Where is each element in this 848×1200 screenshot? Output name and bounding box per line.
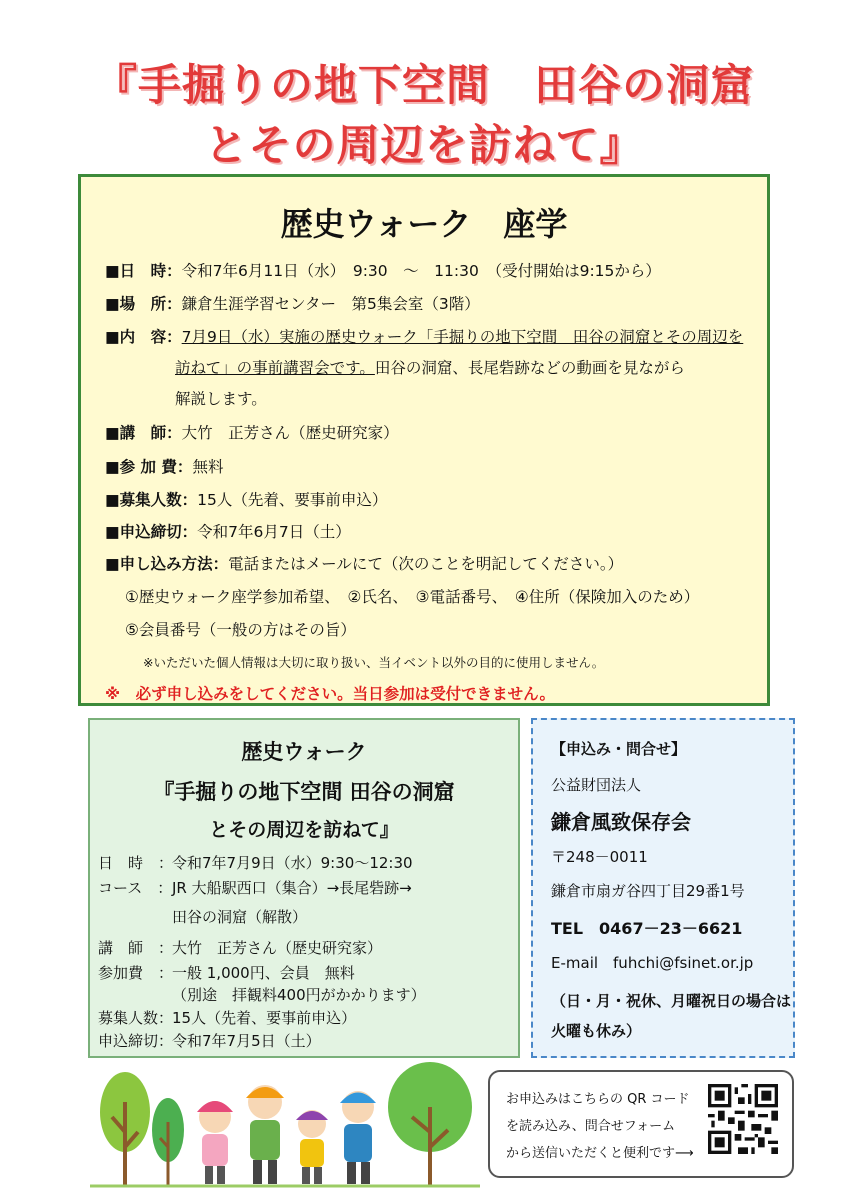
walk-capacity-label: 募集人数： (98, 1009, 174, 1027)
tree-icon (152, 1098, 184, 1187)
walk-heading-3: とその周辺を訪ねて』 (209, 819, 399, 841)
contact-heading: 【申込み・問合せ】 (551, 740, 687, 758)
title-line-1: 『手掘りの地下空間 田谷の洞窟 (94, 61, 754, 111)
walk-course-2: 田谷の洞窟（解散） (172, 908, 308, 926)
walk-capacity: 15人（先着、要事前申込） (172, 1009, 357, 1027)
contact-box (531, 718, 795, 1058)
seminar-items-2: ⑤会員番号（一般の方はその旨） (125, 621, 356, 639)
walk-date: 令和7年7月9日（水）9:30～12:30 (172, 854, 413, 872)
qr-code-icon[interactable] (708, 1084, 778, 1154)
seminar-content-2: 訪ねて」の事前講習会です。田谷の洞窟、長尾砦跡などの動画を見ながら (175, 359, 685, 377)
seminar-method: ■申し込み方法：電話またはメールにて（次のことを明記してください。） (105, 555, 624, 573)
walk-heading-2: 『手掘りの地下空間 田谷の洞窟 (153, 780, 455, 804)
walk-course-1: JR 大船駅西口（集合）→長尾砦跡→ (172, 879, 412, 897)
walk-deadline: 令和7年7月5日（土） (172, 1032, 321, 1050)
title-line-2: とその周辺を訪ねて』 (204, 121, 644, 171)
contact-org-name: 鎌倉風致保存会 (551, 810, 691, 834)
hiker-icon (340, 1091, 376, 1184)
walk-fee-2: （別途 拝観料400円がかかります） (172, 986, 426, 1004)
walk-fee-label: 参加費 ： (98, 964, 174, 982)
hiker-icon (197, 1101, 233, 1184)
contact-postal: 〒248－0011 (551, 848, 648, 866)
contact-holiday-1: （日・月・祝休、月曜祝日の場合は (551, 992, 792, 1010)
privacy-note: ※いただいた個人情報は大切に取り扱い、当イベント以外の目的に使用しません。 (143, 655, 605, 670)
seminar-place: ■場 所：鎌倉生涯学習センター 第5集会室（3階） (105, 295, 480, 313)
seminar-capacity: ■募集人数：15人（先着、要事前申込） (105, 491, 388, 509)
qr-box (488, 1070, 794, 1178)
contact-holiday-2: 火曜も休み） (551, 1022, 642, 1040)
seminar-fee: ■参 加 費：無料 (105, 458, 224, 476)
seminar-content-3: 解説します。 (175, 390, 267, 408)
seminar-lecturer: ■講 師：大竹 正芳さん（歴史研究家） (105, 424, 399, 442)
tree-icon (100, 1072, 150, 1187)
walk-fee-1: 一般 1,000円、会員 無料 (172, 964, 355, 982)
contact-email[interactable]: E-mail fuhchi@fsinet.or.jp (551, 954, 754, 972)
qr-text-2: を読み込み、問合せフォーム (506, 1119, 676, 1134)
contact-org-type: 公益財団法人 (551, 776, 642, 794)
hiker-icon (296, 1110, 328, 1184)
hikers-illustration (90, 1062, 480, 1192)
walk-course-label: コース ： (98, 879, 173, 897)
seminar-box (78, 174, 770, 706)
walk-lecturer-label: 講 師 ： (98, 939, 174, 957)
seminar-items-1: ①歴史ウォーク座学参加希望、 ②氏名、 ③電話番号、 ④住所（保険加入のため） (125, 588, 700, 606)
walk-box (88, 718, 520, 1058)
walk-lecturer: 大竹 正芳さん（歴史研究家） (172, 939, 383, 957)
qr-text-1: お申込みはこちらの QR コード (506, 1092, 690, 1107)
seminar-heading: 歴史ウォーク 座学 (280, 205, 568, 243)
seminar-date: ■日 時：令和7年6月11日（水） 9:30 ～ 11:30 （受付開始は9:15から） (105, 262, 661, 280)
tree-icon (388, 1062, 472, 1187)
walk-date-label: 日 時 ： (98, 854, 174, 872)
qr-text-3: から送信いただくと便利です⟶ (506, 1146, 694, 1161)
hiker-icon (246, 1085, 284, 1184)
walk-heading-1: 歴史ウォーク (241, 740, 367, 764)
walk-deadline-label: 申込締切： (98, 1032, 174, 1050)
contact-address: 鎌倉市扇ガ谷四丁目29番1号 (551, 882, 745, 900)
contact-tel: TEL 0467－23－6621 (551, 919, 743, 938)
seminar-content: ■内 容：7月9日（水）実施の歴史ウォーク「手掘りの地下空間 田谷の洞窟とその周辺を (105, 328, 744, 346)
seminar-deadline: ■申込締切：令和7年6月7日（土） (105, 523, 351, 541)
warning-note: ※ 必ず申し込みをしてください。当日参加は受付できません。 (105, 685, 556, 703)
